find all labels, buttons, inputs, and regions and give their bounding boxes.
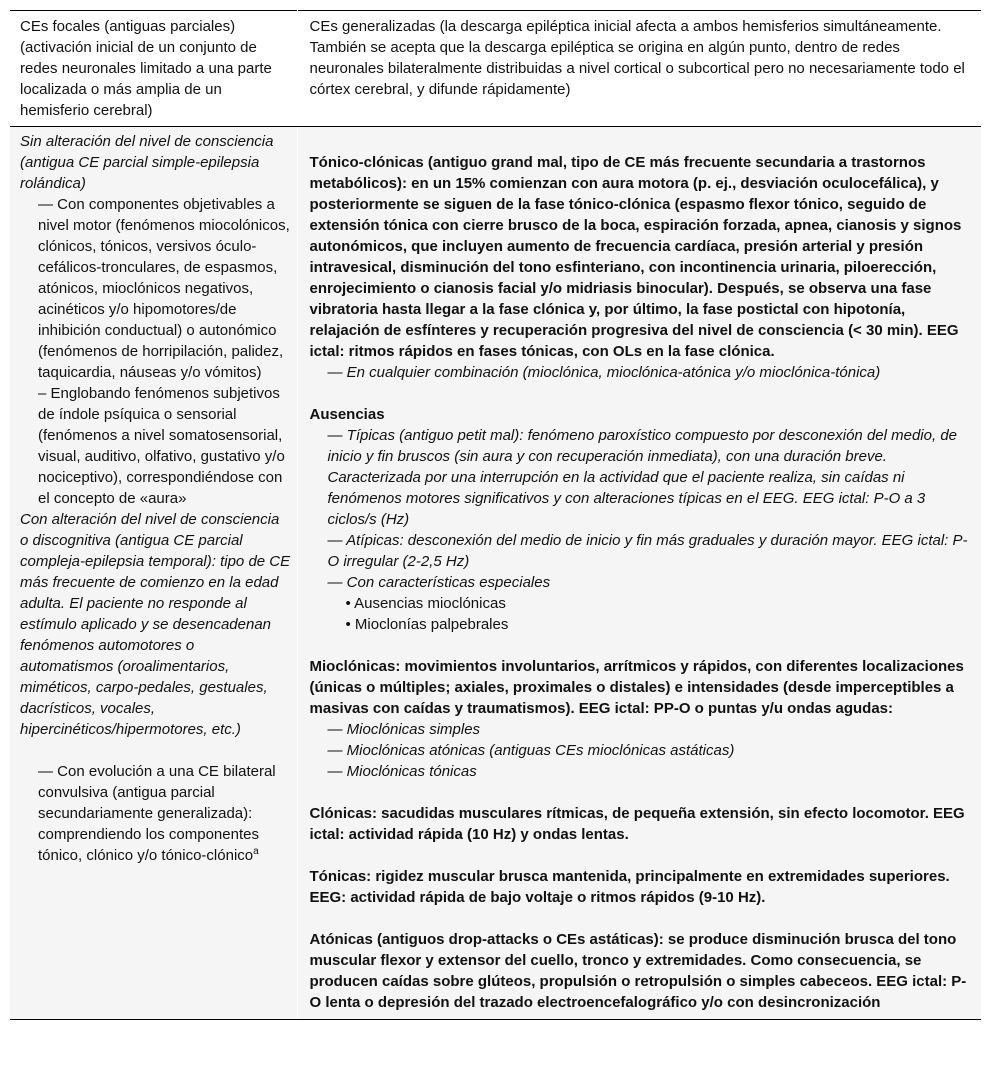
seizure-classification-table bbox=[10, 10, 981, 1020]
focal-evolution-text: — Con evolución a una CE bilateral convulsiva (antigua parcial secundariamente generalizada): comprendiendo los componentes tónico, clónico y/o tónico-clónico bbox=[38, 763, 276, 864]
focal-with-alteration: Con alteración del nivel de consciencia o discognitiva (antigua CE parcial compleja-epilepsia temporal): tipo de CE más frecuente de comienzo en la edad adulta. El paciente no responde al estímulo aplicado y se desencadenan fenómenos automotores o automatismos (oroalimentarios, miméticos, carpo-pedales, gestuales, dacrísticos, vocales, hipercinéticos/hipermotores, etc.) bbox=[20, 511, 291, 738]
myoclonic-item: — Mioclónicas tónicas bbox=[327, 763, 477, 780]
absences-item: • Mioclonías palpebrales bbox=[345, 616, 509, 633]
clonic: Clónicas: sacudidas musculares rítmicas, de pequeña extensión, sin efecto locomotor. EEG ictal: actividad rápida (10 Hz) y ondas lentas. bbox=[309, 805, 965, 843]
generalized-cell bbox=[297, 127, 981, 1020]
myoclonic-item: — Mioclónicas simples bbox=[327, 721, 481, 738]
focal-motor: — Con componentes objetivables a nivel motor (fenómenos miocolónicos, clónicos, tónicos, versivos óculo-cefálicos-tronculares, de espasmos, atónicos, mioclónicos negativos, acinéticos y/o hipomotores/de inhibición conductual) o autonómico (fenómenos de horripilación, palidez, taquicardia, náuseas y/o vómitos) bbox=[38, 196, 290, 381]
header-generalized: CEs generalizadas (la descarga epiléptica inicial afecta a ambos hemisferios simultáneamente. También se acepta que la descarga epiléptica se origina en algún punto, dentro de redes neuronales bilateralmente distribuidas a nivel cortical o subcortical pero no necesariamente todo el córtex cerebral, y difunde rápidamente) bbox=[297, 11, 981, 127]
tonic: Tónicas: rigidez muscular brusca mantenida, principalmente en extremidades superiores. EEG: actividad rápida de bajo voltaje o ritmos rápidos (9-10 Hz). bbox=[309, 868, 950, 906]
absences-title: Ausencias bbox=[309, 406, 385, 423]
header-focal: CEs focales (antiguas parciales) (activación inicial de un conjunto de redes neuronales limitado a una parte localizada o más amplia de un hemisferio cerebral) bbox=[10, 11, 297, 127]
absences-special: — Con características especiales bbox=[327, 574, 551, 591]
absences-typical: — Típicas (antiguo petit mal): fenómeno paroxístico compuesto por desconexión del medio, de inicio y fin bruscos (sin aura y con recuperación inmediata), con una duración breve. Caracterizada por una interrupción en la actividad que el paciente realiza, sin caídas ni fenómenos motores significativos y con alteraciones típicas en el EEG. EEG ictal: P-O a 3 ciclos/s (Hz) bbox=[327, 427, 958, 528]
footnote-marker: a bbox=[253, 846, 259, 857]
focal-evolution bbox=[20, 761, 291, 866]
focal-subjective: – Englobando fenómenos subjetivos de índole psíquica o sensorial (fenómenos a nivel somatosensorial, visual, auditivo, olfativo, gustativo y/o nociceptivo), correspondiéndose con el concepto de «aura» bbox=[38, 385, 285, 507]
absences-item: • Ausencias mioclónicas bbox=[345, 595, 506, 612]
focal-no-alteration: Sin alteración del nivel de consciencia (antigua CE parcial simple-epilepsia rolándica) bbox=[20, 133, 274, 192]
focal-cell bbox=[10, 127, 297, 1020]
table-header-row bbox=[10, 11, 981, 127]
table-body-row bbox=[10, 127, 981, 1020]
tonic-clonic: Tónico-clónicas (antiguo grand mal, tipo de CE más frecuente secundaria a trastornos metabólicos): en un 15% comienzan con aura motora (p. ej., desviación oculocefálica), y posteriormente se siguen de la fase tónico-clónica (espasmo flexor tónico, seguido de extensión tónica con cierre brusco de la boca, espiración forzada, apnea, cianosis y signos autonómicos, que incluyen aumento de frecuencia cardíaca, presión arterial y presión intravesical, disminución del tono esfinteriano, con incontinencia urinaria, piloerección, enrojecimiento o cianosis facial y/o midriasis binocular). Después, se observa una fase vibratoria hasta llegar a la fase clónica y, por último, la fase postictal con hipotonía, relajación de esfínteres y recuperación progresiva del nivel de consciencia (< 30 min). EEG ictal: ritmos rápidos en fases tónicas, con OLs en la fase clónica. bbox=[309, 154, 962, 360]
myoclonic-item: — Mioclónicas atónicas (antiguas CEs mioclónicas astáticas) bbox=[327, 742, 735, 759]
atonic: Atónicas (antiguos drop-attacks o CEs astáticas): se produce disminución brusca del tono muscular flexor y extensor del cuello, tronco y extremidades. Como consecuencia, se producen caídas sobre glúteos, propulsión o retropulsión o simples cabeceos. EEG ictal: P-O lenta o depresión del trazado electroencefalográfico y/o con desincronización bbox=[309, 931, 967, 1011]
tonic-clonic-sub: — En cualquier combinación (mioclónica, mioclónica-atónica y/o mioclónica-tónica) bbox=[327, 364, 881, 381]
absences-atypical: — Atípicas: desconexión del medio de inicio y fin más graduales y duración mayor. EEG ictal: P-O irregular (2-2,5 Hz) bbox=[327, 532, 968, 570]
myoclonic: Mioclónicas: movimientos involuntarios, arrítmicos y rápidos, con diferentes localizaciones (únicas o múltiples; axiales, proximales o distales) e intensidades (desde imperceptibles a masivas con caídas y traumatismos). EEG ictal: PP-O o puntas y/u ondas agudas: bbox=[309, 658, 964, 717]
